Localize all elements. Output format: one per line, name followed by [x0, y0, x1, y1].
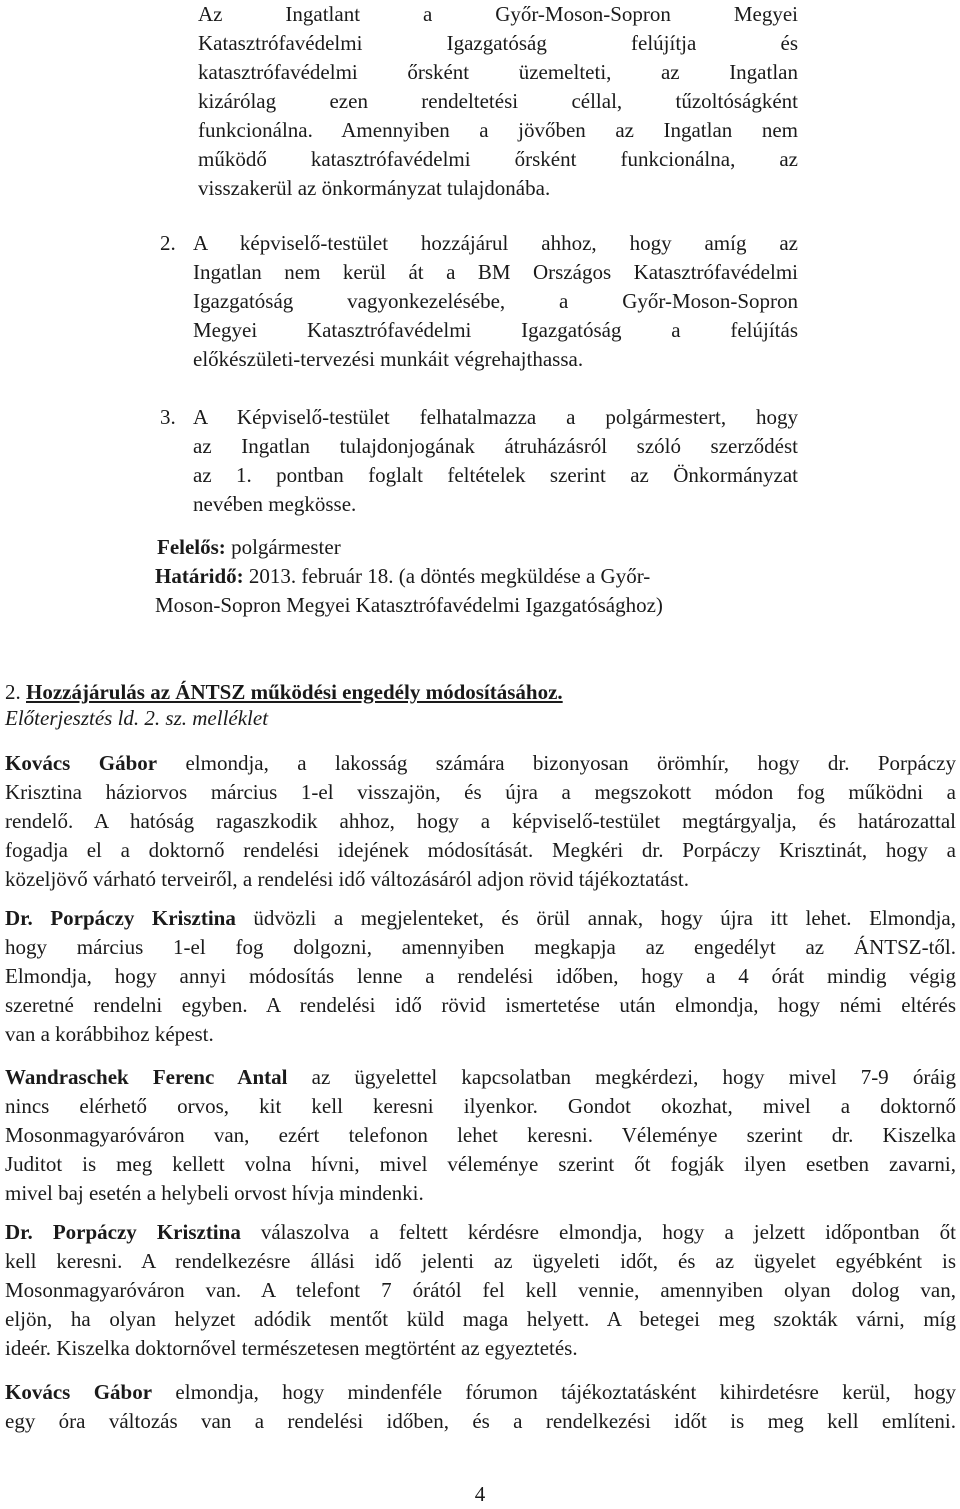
- resolution-point-2: [193, 229, 798, 374]
- speaker-name: Dr. Porpáczy Krisztina: [5, 1220, 241, 1244]
- paragraph-text: elmondja, hogy mindenféle fórumon tájékoztatásként kihirdetésre kerül, hogy: [152, 1380, 957, 1404]
- point-line: A Képviselő-testület felhatalmazza a polgármestert, hogy: [193, 405, 798, 429]
- point-line: Ingatlan nem kerül át a BM Országos Katasztrófavédelmi: [193, 260, 798, 284]
- intro-line: katasztrófavédelmi őrsként üzemelteti, az Ingatlan: [198, 60, 798, 84]
- paragraph-line: kell keresni. A rendelkezésre állási idő jelenti az ügyeleti időt, és az ügyelet egyébként is: [5, 1249, 956, 1273]
- paragraph-line: Krisztina háziorvos március 1-el visszajön, és újra a megszokott módon fog működni a: [5, 780, 956, 804]
- intro-line: kizárólag ezen rendeltetési céllal, tűzoltóságként: [198, 89, 798, 113]
- paragraph-kovacs-1: [5, 749, 956, 894]
- responsible-value: polgármester: [225, 535, 341, 559]
- point-line: előkészületi-tervezési munkáit végrehajthassa.: [193, 347, 584, 371]
- paragraph-line: [5, 749, 956, 778]
- paragraph-porpaczy-1: [5, 904, 956, 1049]
- point-line: Igazgatóság vagyonkezelésébe, a Győr-Moson-Sopron: [193, 289, 798, 313]
- paragraph-text: üdvözli a megjelenteket, és örül annak, hogy újra itt lehet. Elmondja,: [235, 906, 956, 930]
- intro-line: funkcionálna. Amennyiben a jövőben az Ingatlan nem: [198, 118, 798, 142]
- paragraph-line: Elmondja, hogy annyi módosítás lenne a rendelési időben, hogy a 4 órát mindig végig: [5, 964, 956, 988]
- paragraph-text: az ügyelettel kapcsolatban megkérdezi, hogy mivel 7-9 óráig: [287, 1065, 956, 1089]
- paragraph-kovacs-2: [5, 1378, 956, 1436]
- paragraph-line: mivel baj esetén a helybeli orvost hívja mindenki.: [5, 1181, 424, 1205]
- point-line: Megyei Katasztrófavédelmi Igazgatóság a felújítás: [193, 318, 798, 342]
- intro-line: Katasztrófavédelmi Igazgatóság felújítja és: [198, 31, 798, 55]
- paragraph-line: szeretné rendelni egyben. A rendelési idő rövid ismertetése után elmondja, hogy némi eltérés: [5, 993, 956, 1017]
- point-number: 2.: [160, 231, 176, 255]
- paragraph-line: [5, 904, 956, 933]
- paragraph-line: [5, 1218, 956, 1247]
- paragraph-text: válaszolva a feltett kérdésre elmondja, hogy a jelzett időpontban őt: [240, 1220, 956, 1244]
- responsible-label: Felelős:: [157, 535, 226, 559]
- speaker-name: Wandraschek Ferenc Antal: [5, 1065, 288, 1089]
- deadline-label: Határidő:: [155, 564, 244, 588]
- paragraph-line: egy óra változás van a rendelési időben, és a rendelkezési időt is meg kell említeni.: [5, 1409, 956, 1433]
- intro-line: működő katasztrófavédelmi őrsként funkcionálna, az: [198, 147, 798, 171]
- speaker-name: Kovács Gábor: [5, 1380, 153, 1404]
- paragraph-line: Juditot is meg kellett volna hívni, mivel véleménye szerint őt fogják ilyen esetben zavarni,: [5, 1152, 956, 1176]
- paragraph-line: Mosonmagyaróváron van, ezért telefonon lehet keresni. Véleménye szerint dr. Kiszelka: [5, 1123, 956, 1147]
- speaker-name: Dr. Porpáczy Krisztina: [5, 906, 236, 930]
- resolution-point-3: [193, 403, 798, 519]
- attachment-reference: Előterjesztés ld. 2. sz. melléklet: [5, 706, 269, 730]
- paragraph-porpaczy-2: [5, 1218, 956, 1363]
- paragraph-text: elmondja, a lakosság számára bizonyosan örömhír, hogy dr. Porpáczy: [157, 751, 956, 775]
- responsible-line: [157, 533, 341, 562]
- paragraph-wandraschek: [5, 1063, 956, 1208]
- point-line: nevében megkösse.: [193, 492, 357, 516]
- paragraph-line: [5, 1378, 956, 1407]
- point-line: az 1. pontban foglalt feltételek szerint az Önkormányzat: [193, 463, 798, 487]
- deadline-line: [155, 562, 650, 591]
- deadline-value: 2013. február 18. (a döntés megküldése a Győr-: [243, 564, 651, 588]
- paragraph-line: rendelő. A hatóság ragaszkodik ahhoz, hogy a képviselő-testület megtárgyalja, és határozattal: [5, 809, 956, 833]
- intro-paragraph: [198, 0, 798, 203]
- section-number: 2.: [5, 680, 26, 704]
- intro-line: Az Ingatlant a Győr-Moson-Sopron Megyei: [198, 2, 798, 26]
- paragraph-line: nincs elérhető orvos, kit kell keresni ilyenkor. Gondot okozhat, mivel a doktornő: [5, 1094, 956, 1118]
- paragraph-line: van a korábbihoz képest.: [5, 1022, 214, 1046]
- paragraph-line: fogadja el a doktornő rendelési idejének módosítását. Megkéri dr. Porpáczy Krisztinát, hogy a: [5, 838, 956, 862]
- paragraph-line: hogy március 1-el fog dolgozni, amennyiben megkapja az engedélyt az ÁNTSZ-től.: [5, 935, 956, 959]
- page-number: 4: [474, 1482, 486, 1506]
- paragraph-line: [5, 1063, 956, 1092]
- deadline-continuation: Moson-Sopron Megyei Katasztrófavédelmi Igazgatósághoz): [155, 593, 663, 617]
- section-title: Hozzájárulás az ÁNTSZ működési engedély módosításához.: [26, 680, 563, 704]
- paragraph-line: eljön, ha olyan helyzet adódik mentőt küld maga helyett. A betegei meg szokták várni, míg: [5, 1307, 956, 1331]
- speaker-name: Kovács Gábor: [5, 751, 158, 775]
- intro-line: visszakerül az önkormányzat tulajdonába.: [198, 176, 551, 200]
- point-line: A képviselő-testület hozzájárul ahhoz, hogy amíg az: [193, 231, 798, 255]
- point-line: az Ingatlan tulajdonjogának átruházásról szóló szerződést: [193, 434, 798, 458]
- paragraph-line: Mosonmagyaróváron van. A telefont 7 órától fel kell vennie, amennyiben olyan dolog van,: [5, 1278, 956, 1302]
- section-heading: [5, 678, 563, 707]
- point-number: 3.: [160, 405, 176, 429]
- paragraph-line: ideér. Kiszelka doktornővel természetesen megtörtént az egyeztetés.: [5, 1336, 578, 1360]
- paragraph-line: közeljövő várható terveiről, a rendelési idő változásáról adjon rövid tájékoztatást.: [5, 867, 689, 891]
